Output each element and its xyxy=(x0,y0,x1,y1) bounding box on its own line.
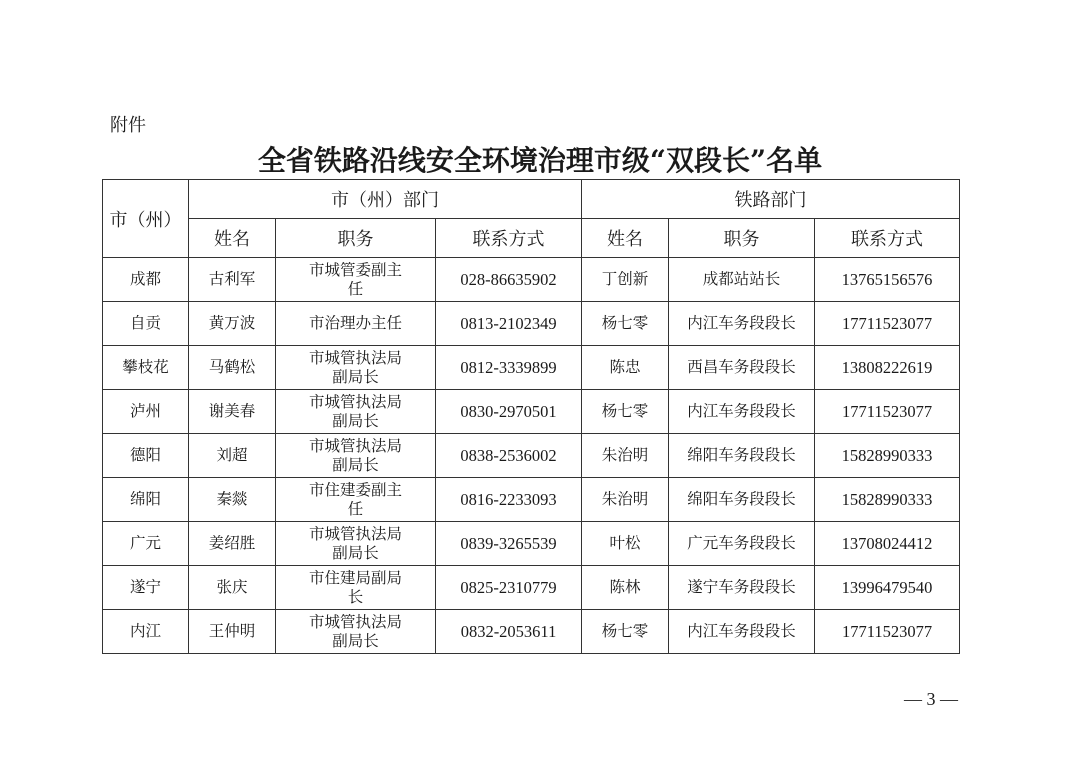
city-phone-cell: 0813-2102349 xyxy=(436,302,582,346)
city-phone-cell: 0816-2233093 xyxy=(436,478,582,522)
column-header: 姓名 xyxy=(582,219,669,258)
rail-name-cell: 陈忠 xyxy=(582,346,669,390)
city-cell: 攀枝花 xyxy=(103,346,189,390)
rail-phone-cell: 17711523077 xyxy=(815,610,960,654)
rail-name-cell: 丁创新 xyxy=(582,258,669,302)
rail-title-cell: 遂宁车务段段长 xyxy=(669,566,815,610)
city-title-cell: 市城管执法局副局长 xyxy=(276,610,436,654)
rail-title-cell: 广元车务段段长 xyxy=(669,522,815,566)
city-name-cell: 秦燚 xyxy=(189,478,276,522)
table-row xyxy=(103,346,960,390)
city-phone-cell: 0812-3339899 xyxy=(436,346,582,390)
city-cell: 绵阳 xyxy=(103,478,189,522)
table-row xyxy=(103,302,960,346)
rail-title-cell: 成都站站长 xyxy=(669,258,815,302)
rail-title-cell: 内江车务段段长 xyxy=(669,610,815,654)
rail-title-cell: 内江车务段段长 xyxy=(669,390,815,434)
city-title-cell: 市城管执法局副局长 xyxy=(276,390,436,434)
rail-phone-cell: 13808222619 xyxy=(815,346,960,390)
city-cell: 德阳 xyxy=(103,434,189,478)
city-title-cell: 市住建局副局长 xyxy=(276,566,436,610)
rail-phone-cell: 15828990333 xyxy=(815,434,960,478)
city-header: 市（州） xyxy=(103,180,189,258)
city-phone-cell: 028-86635902 xyxy=(436,258,582,302)
column-header: 联系方式 xyxy=(815,219,960,258)
city-name-cell: 谢美春 xyxy=(189,390,276,434)
rail-title-cell: 绵阳车务段段长 xyxy=(669,434,815,478)
city-title-cell: 市城管执法局副局长 xyxy=(276,434,436,478)
page-number: — 3 — xyxy=(904,689,958,709)
table-row xyxy=(103,610,960,654)
rail-phone-cell: 15828990333 xyxy=(815,478,960,522)
city-name-cell: 姜绍胜 xyxy=(189,522,276,566)
rail-phone-cell: 17711523077 xyxy=(815,302,960,346)
city-cell: 广元 xyxy=(103,522,189,566)
rail-name-cell: 朱治明 xyxy=(582,434,669,478)
table-row xyxy=(103,258,960,302)
rail-name-cell: 杨七零 xyxy=(582,390,669,434)
document-title: 全省铁路沿线安全环境治理市级“双段长”名单 xyxy=(257,144,823,177)
city-name-cell: 刘超 xyxy=(189,434,276,478)
rail-name-cell: 杨七零 xyxy=(582,302,669,346)
column-header: 姓名 xyxy=(189,219,276,258)
column-header: 职务 xyxy=(669,219,815,258)
city-title-cell: 市治理办主任 xyxy=(276,302,436,346)
city-phone-cell: 0839-3265539 xyxy=(436,522,582,566)
rail-name-cell: 杨七零 xyxy=(582,610,669,654)
rail-name-cell: 朱治明 xyxy=(582,478,669,522)
city-dept-group-header: 市（州）部门 xyxy=(189,180,582,219)
city-title-cell: 市住建委副主任 xyxy=(276,478,436,522)
rail-dept-group-header: 铁路部门 xyxy=(582,180,960,219)
table-row xyxy=(103,478,960,522)
rail-phone-cell: 13765156576 xyxy=(815,258,960,302)
rail-phone-cell: 13708024412 xyxy=(815,522,960,566)
column-header: 联系方式 xyxy=(436,219,582,258)
city-title-cell: 市城管执法局副局长 xyxy=(276,346,436,390)
table-row xyxy=(103,566,960,610)
table-row xyxy=(103,522,960,566)
rail-title-cell: 绵阳车务段段长 xyxy=(669,478,815,522)
city-phone-cell: 0838-2536002 xyxy=(436,434,582,478)
city-phone-cell: 0830-2970501 xyxy=(436,390,582,434)
city-name-cell: 古利军 xyxy=(189,258,276,302)
rail-name-cell: 叶松 xyxy=(582,522,669,566)
city-cell: 遂宁 xyxy=(103,566,189,610)
city-name-cell: 黄万波 xyxy=(189,302,276,346)
rail-title-cell: 内江车务段段长 xyxy=(669,302,815,346)
city-name-cell: 张庆 xyxy=(189,566,276,610)
city-cell: 自贡 xyxy=(103,302,189,346)
rail-phone-cell: 13996479540 xyxy=(815,566,960,610)
city-cell: 泸州 xyxy=(103,390,189,434)
city-name-cell: 王仲明 xyxy=(189,610,276,654)
roster-body xyxy=(103,258,960,654)
city-cell: 内江 xyxy=(103,610,189,654)
annex-label: 附件 xyxy=(110,115,146,136)
city-phone-cell: 0825-2310779 xyxy=(436,566,582,610)
city-cell: 成都 xyxy=(103,258,189,302)
column-header: 职务 xyxy=(276,219,436,258)
rail-name-cell: 陈林 xyxy=(582,566,669,610)
city-title-cell: 市城管委副主任 xyxy=(276,258,436,302)
table-row xyxy=(103,434,960,478)
city-title-cell: 市城管执法局副局长 xyxy=(276,522,436,566)
rail-phone-cell: 17711523077 xyxy=(815,390,960,434)
city-phone-cell: 0832-2053611 xyxy=(436,610,582,654)
roster-table xyxy=(102,179,960,654)
rail-title-cell: 西昌车务段段长 xyxy=(669,346,815,390)
table-row xyxy=(103,390,960,434)
city-name-cell: 马鹤松 xyxy=(189,346,276,390)
